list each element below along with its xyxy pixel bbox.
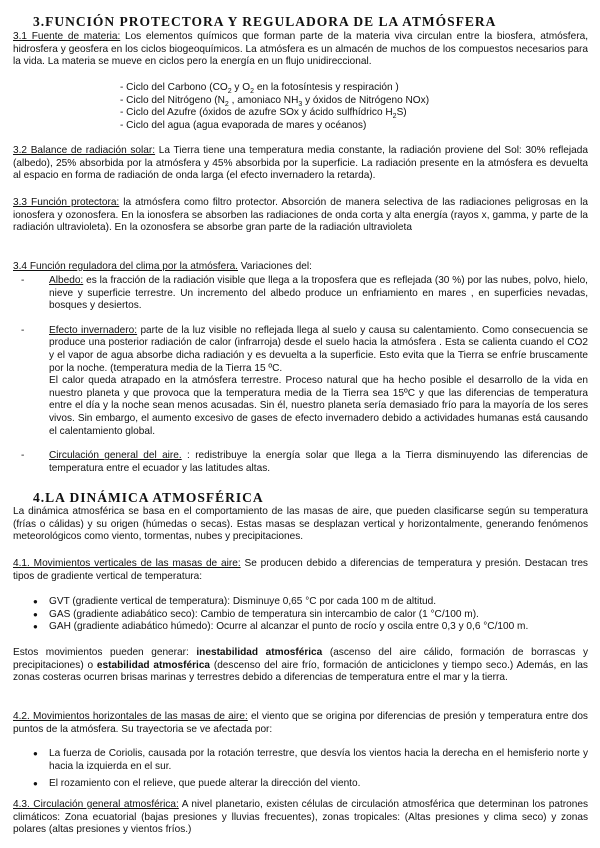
cycle-item: - Ciclo del Nitrógeno ($N_2$ , amoniaco $NH_3$ y óxidos de Nitrógeno NOx) [120, 94, 430, 108]
list-item: - Efecto invernadero: parte de la luz visible no reflejada llega al suelo y causa su calentamiento. Como consecuencia se produce una posterior radiación de calor (infrarroja) desde el suelo hacia la atmósfera . Esta se calienta cuando el CO2 y el vapor de agua absorbe dicha radiación y es devuelta a la superficie. Esto evita que la Tierra se enfríe bruscamente por la noche. (temperatura media de la Tierra 15 ºC. El calor queda atrapado en la atmósfera terrestre. Proceso natural que ha hecho posible el desarrollo de la vida en nuestro planeta y que provoca que la temperatura media de la Tierra sea 15ºC y que las diferencias de temperatura entre el día y la noche sean menos acusadas. Sin él, nuestro planeta sería demasiado frío para la mayoría de los seres vivos. Sin embargo, el aumento excesivo de gases de efecto invernadero debido a actividades humanas está causando el calentamiento global. [21, 324, 588, 437]
heading-3-3: 3.3 Función protectora: [13, 197, 120, 208]
list-item: ● GAS (gradiente adiabático seco): Cambio de temperatura sin intercambio de calor (1 °C/100 m). [33, 608, 479, 620]
paragraph-stability: Estos movimientos pueden generar: inestabilidad atmosférica (ascenso del aire cálido, formación de borrascas y precipitaciones) o estabilidad atmosférica (descenso del aire frío, formación de anticiclones y tiempo seco.) Además, en las zonas costeras ocurren brisas marinas y terrestres debido a diferencias de temperatura entre el mar y la tierra. [13, 647, 588, 684]
text-3-2: La Tierra tiene una temperatura media constante, la radiación proviene del Sol: 30% reflejada (albedo), 25% absorbida por la atmósfera y 45% absorbida por la superficie. La radiación presente en la atmósfera es devuelta al espacio en forma de radiación de onda larga (el efecto invernadero la retarda). [13, 145, 588, 182]
cycle-item: - Ciclo del agua (agua evaporada de mares y océanos) [120, 119, 367, 131]
text-3-3: la atmósfera como filtro protector. Absorción de manera selectiva de las radiaciones peligrosas en la ionosfera y ozonosfera. En la ionosfera se absorben las radiaciones de onda corta y alta energía (rayos x, gamma, y parte de la radiación ultravioleta). En la ozonosfera se absorbe gran parte de la radiación ultravioleta [13, 197, 588, 234]
text-3-1: Los elementos químicos que forman parte de la materia viva circulan entre la biosfera, atmósfera, hidrosfera y geosfera en los ciclos biogeoquímicos. La atmósfera es un almacén de muchos de los compuestos necesarios para la vida. La materia se mueve en ciclos pero la energía en un flujo unidireccional. [13, 31, 588, 68]
cycle-item: - Ciclo del Azufre (óxidos de azufre SOx y ácido sulfhídrico $H_2S$) [120, 107, 407, 121]
list-item: - Circulación general del aire. : redistribuye la energía solar que llega a la Tierra disminuyendo las diferencias de temperatura entre el ecuador y las latitudes altas. [21, 450, 589, 474]
stability-term: estabilidad atmosférica [96, 659, 211, 671]
variations-list [21, 275, 588, 475]
list-item: ● El rozamiento con el relieve, que puede alterar la dirección del viento. [33, 778, 361, 790]
paragraph-4-3: 4.3. Circulación general atmosférica: A nivel planetario, existen células de circulación atmosférica que determinan los patrones climáticos: Zona ecuatorial (bajas presiones y lluvias frecuentes), zonas tropicales: (Altas presiones y clima seco) y zonas polares (altas presiones y vientos fríos.) [13, 799, 588, 836]
list-item: ● GVT (gradiente vertical de temperatura): Disminuye 0,65 °C por cada 100 m de altitud. [33, 596, 437, 607]
paragraph-4-2: 4.2. Movimientos horizontales de las masas de aire: el viento que se origina por diferencias de presión y temperatura entre dos puntos de la atmósfera. Su trayectoria se ve afectada por: [13, 711, 588, 735]
albedo-label: Albedo: [49, 275, 84, 286]
heading-3-4: 3.4 Función reguladora del clima por la atmósfera. [13, 261, 238, 272]
paragraph-3-1 [13, 31, 588, 69]
section-3-title: 3.FUNCIÓN PROTECTORA Y REGULADORA DE LA ATMÓSFERA [33, 14, 497, 29]
circulation-label: Circulación general del aire. [49, 450, 182, 462]
section-4-title: 4.LA DINÁMICA ATMOSFÉRICA [33, 490, 264, 505]
paragraph-4-1: 4.1. Movimientos verticales de las masas de aire: Se producen debido a diferencias de temperatura y presión. Destacan tres tipos de gradiente vertical de temperatura: [13, 558, 588, 582]
paragraph-3-3 [13, 197, 588, 235]
heading-4-1: 4.1. Movimientos verticales de las masas de aire: [13, 558, 241, 569]
cycles-list [120, 82, 429, 132]
heading-4-2: 4.2. Movimientos horizontales de las masas de aire: [13, 711, 248, 722]
heading-3-2: 3.2 Balance de radiación solar: [13, 145, 156, 156]
list-item: - Albedo: es la fracción de la radiación visible que llega a la troposfera que es reflejada (30 %) por las nubes, polvo, hielo, nieve y superficie terrestre. Un incremento del albedo produce un enfriamiento en mares , en superficies nevadas, bosques y desiertos. [21, 275, 588, 312]
heading-4-3: 4.3. Circulación general atmosférica: [13, 799, 179, 810]
paragraph-4-intro: La dinámica atmosférica se basa en el comportamiento de las masas de aire, que pueden clasificarse según su temperatura (frías o cálidas) y su origen (húmedas o secas). Estas masas se desplazan vertical y horizontalmente, generando fenómenos meteorológicos como viento, tormentas, nubes y precipitaciones. [13, 506, 588, 543]
heading-3-1: 3.1 Fuente de materia: [13, 31, 121, 42]
cycle-item: - Ciclo del Carbono ($CO_2$ y $O_2$ en la fotosíntesis y respiración ) [120, 82, 399, 96]
gradients-list [13, 596, 588, 634]
list-item: ● GAH (gradiente adiabático húmedo): Ocurre al alcanzar el punto de rocío y oscila entre 0,3 y 0,6 °C/100 m. [33, 621, 529, 633]
paragraph-3-2 [13, 145, 588, 183]
instability-term: inestabilidad atmosférica [196, 647, 323, 658]
horizontal-factors-list [13, 748, 588, 791]
list-item: ● La fuerza de Coriolis, causada por la rotación terrestre, que desvía los vientos hacia la derecha en el hemisferio norte y hacia la izquierda en el sur. [33, 748, 588, 772]
paragraph-3-4 [13, 261, 588, 274]
text-3-4: Variaciones del: [238, 261, 312, 272]
greenhouse-label: Efecto invernadero: [49, 324, 138, 336]
